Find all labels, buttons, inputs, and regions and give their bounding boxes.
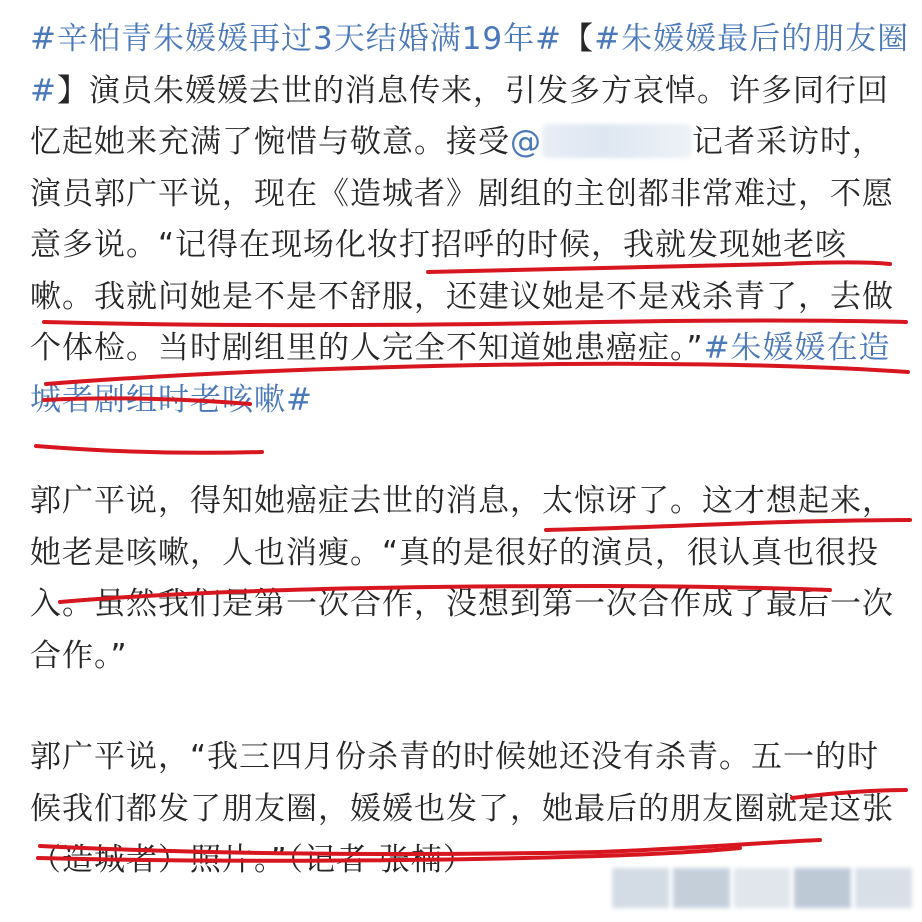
blurred-block [612, 868, 669, 908]
hashtag-marriage[interactable]: #辛柏青朱媛媛再过3天结婚满19年# [30, 21, 563, 57]
blurred-watermark-strip [612, 868, 912, 908]
blurred-mention-name [542, 124, 692, 158]
mention-at: @ [510, 124, 542, 160]
blurred-block [734, 868, 791, 908]
post-paragraph-2: 郭广平说，得知她癌症去世的消息，太惊讶了。这才想起来，她老是咳嗽，人也消瘦。“真的是很好的演员，很认真也很投入。虽然我们是第一次合作，没想到第一次合作成了最后一次合作。” [30, 483, 894, 674]
bracket-close: 】 [56, 72, 89, 109]
bracket-open: 【 [562, 21, 595, 57]
paragraph-gap [30, 426, 910, 476]
paragraph-1-text-a: 演员朱媛媛去世的消息传来，引发多方哀悼。许多同行回忆起她来充满了惋惜与敬意。接受 [30, 72, 889, 160]
post-content [30, 14, 910, 887]
blurred-block [673, 868, 730, 908]
blurred-block [794, 868, 851, 908]
hashtag-last-moments[interactable]: #朱媛媛最后的朋友圈# [30, 21, 910, 109]
post-paragraph-3: 郭广平说，“我三四月份杀青的时候她还没有杀青。五一的时候我们都发了朋友圈，媛媛也发了，她最后的朋友圈就是这张（造城者）照片。”（记者 张楠） [30, 739, 894, 878]
post-paragraph-1 [30, 14, 910, 426]
paragraph-gap [30, 682, 910, 732]
mention-link[interactable] [510, 124, 692, 160]
hashtag-cough[interactable]: #朱媛媛在造城者剧组时老咳嗽# [30, 330, 891, 418]
paragraph-1-text-b: 记者采访时，演员郭广平说，现在《造城者》剧组的主创都非常难过，不愿意多说。“记得在现场化妆打招呼的时候，我就发现她老咳嗽。我就问她是不是不舒服，还建议她是不是戏杀青了，去做个体检。当时剧组里的人完全不知道她患癌症。” [30, 124, 894, 366]
blurred-block [855, 868, 912, 908]
